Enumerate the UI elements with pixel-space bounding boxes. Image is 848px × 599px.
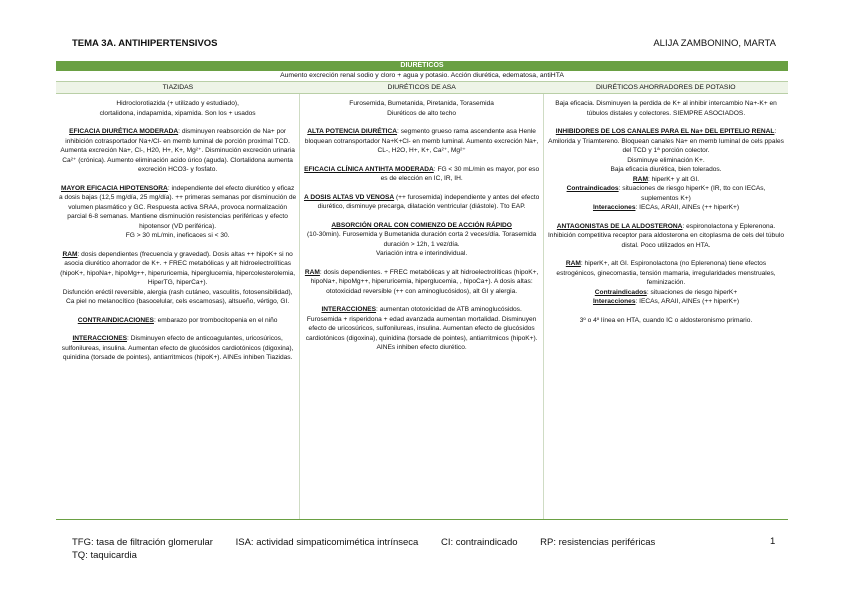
asa-intro: Furosemida, Bumetanida, Piretanida, Torasemida Diuréticos de alto techo — [349, 100, 494, 117]
asa-column — [300, 94, 544, 520]
ahorradores-aldo-text: : espironolactona y Eplerenona. Inhibición competitiva receptor para aldosterona en citoplasma de cels del túbulo distal. Poco utilizados en HTA. — [547, 222, 785, 249]
tiazidas-contra — [59, 316, 296, 326]
tiazidas-inter-label: INTERACCIONES — [72, 335, 128, 342]
tiazidas-efficacy — [59, 127, 296, 175]
document-author: ALIJA ZAMBONINO, MARTA — [653, 38, 776, 49]
asa-absorption-text: (10-30min). Furosemida y Bumetanida duración corta 2 veces/día. Torasemida duración > 12h, 1 vez/día. Variación intra e interindividual. — [306, 231, 537, 257]
tiazidas-efficacy-label: EFICACIA DIURÉTICA MODERADA — [69, 128, 179, 135]
footer-rp: RP: resistencias periféricas — [540, 537, 656, 548]
asa-highdose — [303, 193, 540, 212]
asa-ram — [303, 268, 540, 297]
asa-potency-label: ALTA POTENCIA DIURÉTICA — [307, 128, 398, 135]
asa-absorption-label: ABSORCIÓN ORAL CON COMIENZO DE ACCIÓN RÁPIDO — [331, 221, 512, 229]
tiazidas-ram-label: RAM — [62, 250, 78, 258]
asa-inter-label: INTERACCIONES — [321, 306, 377, 313]
tiazidas-ram-text: : dosis dependientes (frecuencia y gravedad). Dosis altas ++ hipoK+ si no asocia diurético ahorrador de K+. + FREC metabólicas y alt hidroelectrolíticas (hipoK+, hipoNa+, hipoMg++, hiperuricemia, hiperglucemia, hipercolesterolemia, HiperTG, hiperCa+). Disfunción eréctil reversible, alergia (rash cutáneo, vasculitis, fotosensibilidad), Ca piel no melanocítico (basocelular, cels escamosas), altsueño, vértigo, GI. — [60, 250, 296, 305]
document-title: TEMA 3A. ANTIHIPERTENSIVOS — [72, 38, 218, 49]
tiazidas-efficacy-text: : disminuyen reabsorción de Na+ por inhibición cotrasportador Na+/Cl- en memb luminal de porción proximal TCD. Aumenta excreción Na+, Cl-, H20, H+, K+, Mg²⁺. Disminución excreción urinaria Ca²⁺ (crónica). Aumento eliminación acido úrico (aguda). Clortalidona aumenta excreción HCO3- y fosfato. — [60, 128, 295, 173]
ahorradores-aldo-contra-text: : situaciones de riesgo hiperK+ — [646, 288, 738, 296]
ahorradores-inhib-label: INHIBIDORES DE LOS CANALES PARA EL Na+ DEL EPITELIO RENAL — [555, 128, 775, 135]
column-header-tiazidas: TIAZIDAS — [56, 82, 300, 94]
ahorradores-inhib-contra — [547, 184, 785, 203]
ahorradores-intro: Baja eficacia. Disminuyen la perdida de K+ al inhibir intercambio Na+-K+ en túbulos distales y colectores. SIEMPRE ASOCIADOS. — [555, 100, 777, 117]
ahorradores-aldo-contra — [547, 288, 785, 298]
asa-inter-text: : aumentan ototoxicidad de ATB aminoglucósidos. Furosemida + risperidona + edad avanzada aumentan mortalidad. Disminuyen efecto de uricosúricos, sulfonilureas, insulina. Aumentan efecto de glucósidos cardiotónicos (digoxina), quinidina (torsade de pointes), antiarritmicos (hipoK+). AINEs inhiben efecto diurético. — [305, 306, 538, 351]
ahorradores-aldo-inter — [547, 297, 785, 307]
ahorradores-inhib-ram-text: : hiperK+ y alt GI. — [647, 175, 700, 183]
ahorradores-aldo — [547, 222, 785, 251]
asa-potency — [303, 127, 540, 156]
ahorradores-inhib-text: : Amilorida y Triamtereno. Bloquean canales Na+ en memb luminal de cels ppales del TCD y 1ª porción colector. Disminuye eliminación K+. Baja eficacia diurética, bien tolerados. — [548, 128, 784, 173]
tiazidas-intro: Hidroclorotiazida (+ utilizado y estudiado), clortalidona, indapamida, xipamida. Son los + usados — [99, 100, 256, 117]
ahorradores-line-note: 3º o 4º línea en HTA, cuando IC o aldosteronismo primario. — [579, 316, 753, 324]
section-title: DIURÉTICOS — [56, 61, 788, 71]
ahorradores-inhib-inter — [547, 203, 785, 213]
asa-ram-label: RAM — [304, 268, 320, 276]
tiazidas-inter — [59, 334, 296, 363]
tiazidas-inter-text: : Disminuyen efecto de anticoagulantes, uricosúricos, sulfonilureas, insulina. Aumentan efecto de glucósidos cardiotónicos (digoxina), quinidina (torsade de pointes), antiarritmicos (hipoK+). AINEs inhiben Tiazidas. — [61, 335, 294, 361]
ahorradores-aldo-contra-label: Contraindicados — [594, 288, 647, 296]
column-header-asa: DIURÉTICOS DE ASA — [300, 82, 544, 94]
tiazidas-contra-text: : embarazo por trombocitopenia en el niño — [153, 316, 278, 324]
footer-tfg: TFG: tasa de filtración glomerular — [72, 537, 213, 548]
ahorradores-inhib — [547, 127, 785, 175]
footer-isa: ISA: actividad simpaticomimética intrínseca — [235, 537, 419, 548]
ahorradores-inhib-contra-label: Contraindicados — [566, 185, 619, 192]
asa-absorption — [303, 221, 540, 259]
page-number: 1 — [770, 536, 776, 547]
tiazidas-contra-label: CONTRAINDICACIONES — [77, 316, 154, 324]
tiazidas-column — [56, 94, 300, 520]
section-subtitle: Aumento excreción renal sodio y cloro + agua y potasio. Acción diurética, edematosa, antiHTA — [56, 71, 788, 82]
tiazidas-antihta — [59, 184, 296, 241]
ahorradores-aldo-ram-label: RAM — [565, 260, 581, 267]
ahorradores-column — [544, 94, 789, 520]
ahorradores-aldo-label: ANTAGONISTAS DE LA ALDOSTERONA — [556, 222, 683, 230]
asa-clinical-label: EFICACIA CLÍNICA ANTIHTA MODERADA — [304, 165, 434, 173]
footer-legend — [72, 536, 675, 562]
tiazidas-antihta-label: MAYOR EFICACIA HIPOTENSORA — [60, 184, 168, 192]
ahorradores-aldo-inter-text: : IECAs, ARAII, AINEs (++ hiperK+) — [635, 298, 740, 305]
ahorradores-aldo-ram — [547, 259, 785, 288]
asa-potency-text: : segmento grueso rama ascendente asa Henle bloquean cotransportador Na+K+Cl- en memb luminal. Aumento excreción Na+, CL-, H2O, H+, K+, Ca²⁺, Mg²⁺ — [304, 128, 539, 154]
asa-clinical-text: : FG < 30 mL/min es mayor, por eso es de elección en IC, IR, IH. — [380, 165, 540, 182]
ahorradores-aldo-inter-label: Interacciones — [592, 298, 636, 305]
ahorradores-inhib-ram — [547, 175, 785, 185]
asa-inter — [303, 305, 540, 353]
ahorradores-inhib-ram-label: RAM — [632, 175, 648, 183]
footer-tq: TQ: taquicardia — [72, 550, 137, 561]
asa-clinical — [303, 165, 540, 184]
ahorradores-aldo-ram-text: : hiperK+, alt GI. Espironolactona (no Eplerenona) tiene efectos estrogénicos, ginecomastia, tensión mamaria, irregularidades menstruales, feminización. — [556, 260, 776, 286]
ahorradores-inhib-inter-text: : IECAs, ARAII, AINEs (++ hiperK+) — [635, 204, 740, 211]
tiazidas-antihta-text: : independiente del efecto diurético y eficaz a dosis bajas (12,5 mg/día, 25 mg/día). ++ primeras semanas por disminución de volumen plasmático y GC. Respuesta activa SRAA, provoca normalización parcial 6-8 semanas. Mantiene disminución resistencias periféricas y efecto hipotensor (VD periférica). FG > 30 mL/min, ineficaces si < 30. — [59, 184, 297, 239]
tiazidas-ram — [59, 250, 296, 307]
column-header-ahorradores: DIURÉTICOS AHORRADORES DE POTASIO — [544, 82, 789, 94]
ahorradores-inhib-contra-text: : situaciones de riesgo hiperK+ (IR, tto con IECAs, suplementos K+) — [618, 185, 766, 202]
asa-ram-text: : dosis dependientes. + FREC metabólicas y alt hidroelectrolíticas (hipoK+, hipoNa+, hipoMg++, hiperuricemia, hiperglucemia, , hipoCa+). A dosis altas: ototoxicidad reversible (++ con aminoglucósidos), alt GI y alergia. — [310, 268, 539, 295]
asa-highdose-text: (++ furosemida) independiente y antes del efecto diurético, disminuye precarga, dilatación ventricular (diástole). Tto EAP. — [317, 193, 540, 210]
diuretics-table — [56, 61, 788, 520]
footer-ci: CI: contraindicado — [440, 537, 518, 548]
ahorradores-inhib-inter-label: Interacciones — [592, 204, 636, 211]
asa-highdose-label: A DOSIS ALTAS VD VENOSA — [303, 193, 395, 201]
